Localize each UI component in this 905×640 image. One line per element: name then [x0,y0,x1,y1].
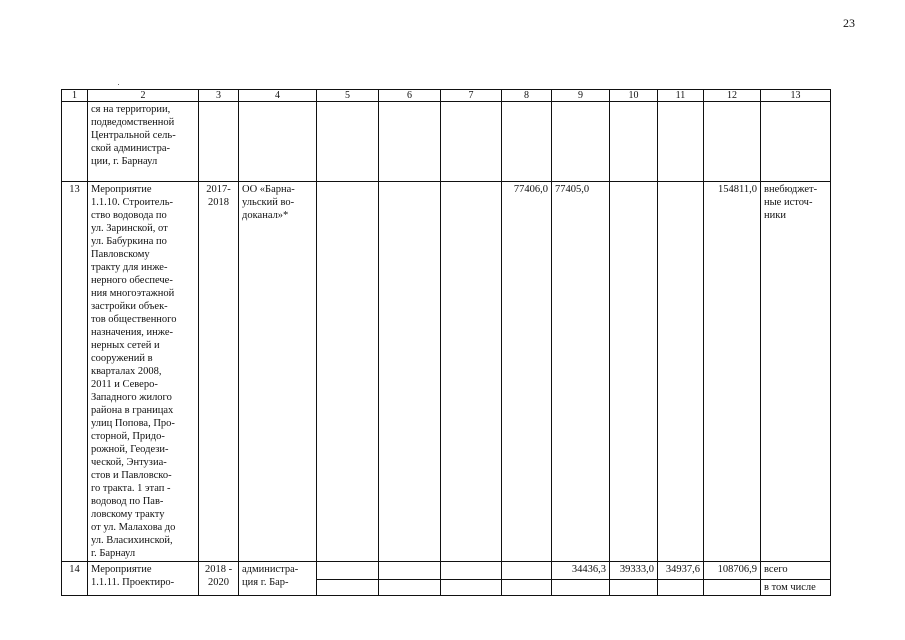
value-cell [379,182,441,562]
col-header: 7 [441,90,502,102]
row-number-cell: 13 [62,182,88,562]
col-header: 6 [379,90,441,102]
value-cell [379,562,441,596]
value-cell [610,182,658,562]
years-cell [199,102,239,182]
value-cell [610,102,658,182]
col-header: 10 [610,90,658,102]
value-11-total: 34937,6 [658,562,703,580]
years-cell: 2017- 2018 [199,182,239,562]
source-including: в том числе [764,582,816,593]
measure-name-cell: Мероприятие 1.1.10. Строитель- ство водовода по ул. Заринской, от ул. Бабуркина по Павловскому тракту для инже- нерного обеспече- ния многоэтажной застройки объек- тов общественного назначения, инже- нерных сетей и сооружений в кварталах 2008, 2011 и Северо- Западного жилого района в границах улиц Попова, Про- сторной, Придо- рожной, Геодези- ческой, Энтузиа- стов и Павловско- го тракта. 1 этап - водовод по Пав- ловскому тракту от ул. Малахова до ул. Власихинской, г. Барнаул [88,182,199,562]
value-cell [502,102,552,182]
value-cell [441,182,502,562]
value-cell-9 [552,562,610,596]
col-header: 2 [88,90,199,102]
executor-cell: администра- ция г. Бар- [239,562,317,596]
source-cell [761,562,831,596]
value-cell [317,182,379,562]
source-total: всего [761,562,830,580]
col-header: 5 [317,90,379,102]
value-cell-8: 77406,0 [502,182,552,562]
header-row [62,90,831,102]
col-header: 11 [658,90,704,102]
value-cell [552,102,610,182]
budget-table [61,89,831,596]
row-number-cell: 14 [62,562,88,596]
col-header: 13 [761,90,831,102]
value-cell-12: 154811,0 [704,182,761,562]
row-number-cell [62,102,88,182]
value-cell-9: 77405,0 [552,182,610,562]
value-cell [704,102,761,182]
value-cell [441,562,502,596]
years-cell: 2018 - 2020 [199,562,239,596]
value-cell [658,102,704,182]
value-cell [658,182,704,562]
value-cell [317,562,379,596]
col-header: 3 [199,90,239,102]
value-cell-12 [704,562,761,596]
col-header: 8 [502,90,552,102]
value-10-total: 39333,0 [610,562,657,580]
table-row-continuation [62,102,831,182]
value-cell-11 [658,562,704,596]
value-cell [502,562,552,596]
value-12-total: 108706,9 [704,562,760,580]
scan-dot [118,84,119,85]
col-header: 9 [552,90,610,102]
executor-cell: ОО «Барна- ульский во- доканал»* [239,182,317,562]
value-cell [317,102,379,182]
table-row-14 [62,562,831,596]
measure-name-cell: ся на территории, подведомственной Центральной сель- ской администра- ции, г. Барнаул [88,102,199,182]
table-row-13 [62,182,831,562]
source-cell [761,102,831,182]
value-cell [379,102,441,182]
value-cell-10 [610,562,658,596]
col-header: 1 [62,90,88,102]
col-header: 12 [704,90,761,102]
col-header: 4 [239,90,317,102]
executor-cell [239,102,317,182]
value-9-total: 34436,3 [552,562,609,580]
measure-name-cell: Мероприятие 1.1.11. Проектиро- [88,562,199,596]
value-cell [441,102,502,182]
source-cell: внебюджет- ные источ- ники [761,182,831,562]
page-number: 23 [843,16,855,30]
